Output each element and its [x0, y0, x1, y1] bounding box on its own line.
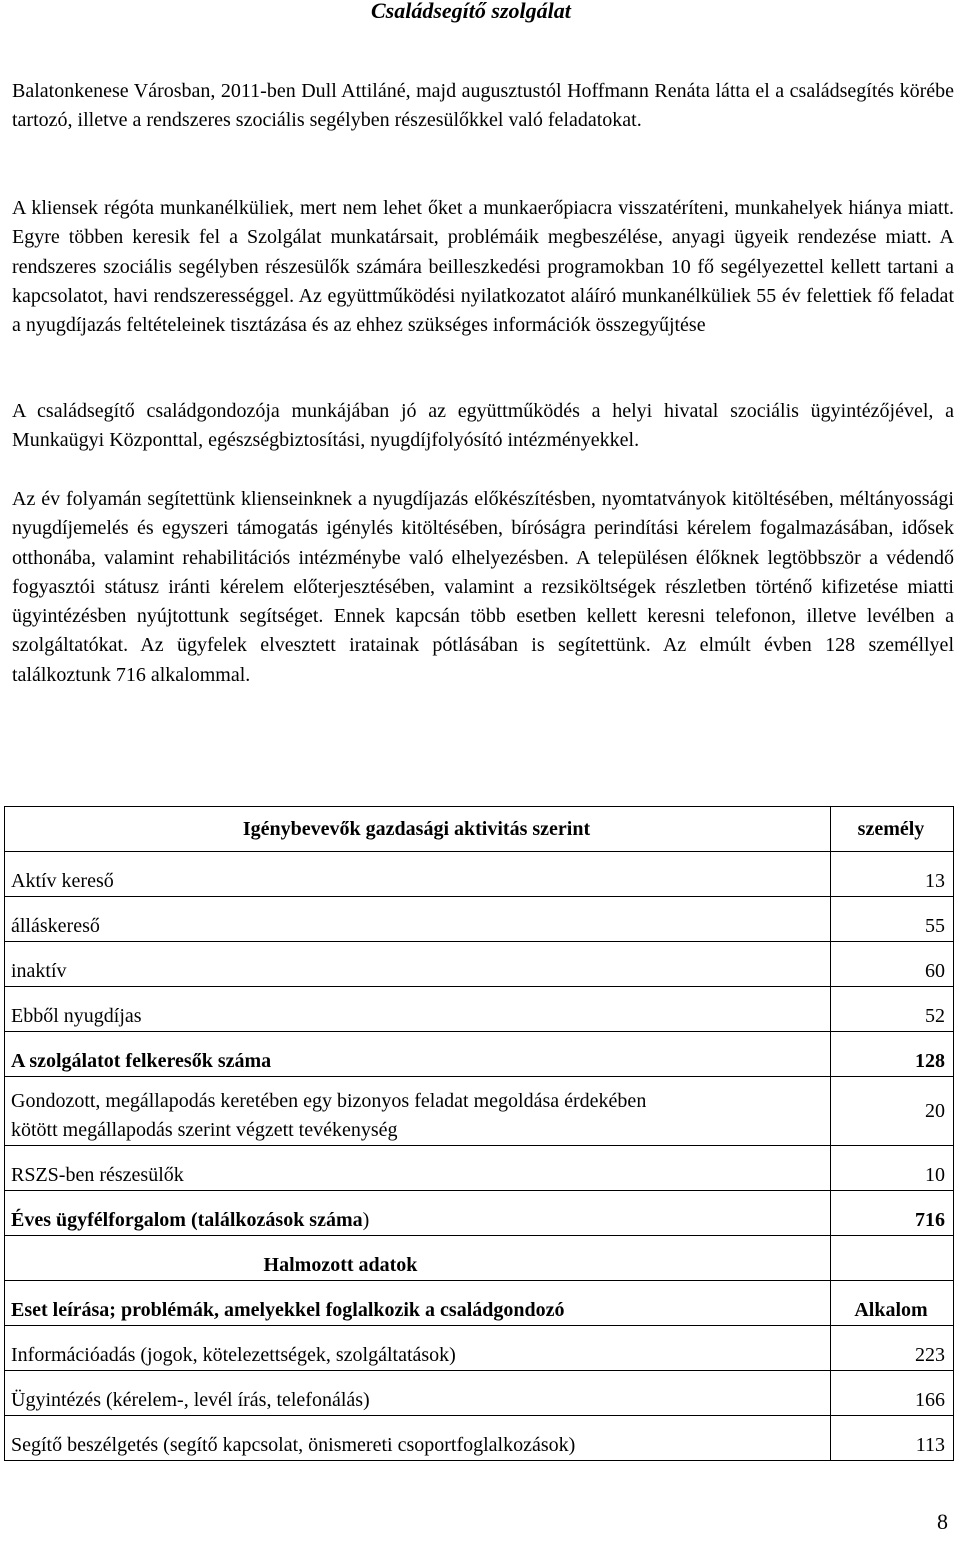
- paragraph-activities: Az év folyamán segítettünk klienseinknek a nyugdíjazás előkészítésben, nyomtatványok kitöltésében, méltányossági nyugdíjemelés és egyszeri támogatás igénylés kitöltésében, bíróságra perindítási kérelem fogalmazásában, idősek otthonába, valamint rehabilitációs intézménybe való elhelyezésben. A településen élőknek legtöbbször a védendő fogyasztói státusz iránti kérelem előterjesztésében, valamint a rezsiköltségek részletben történő kifizetése miatti ügyintézésben nyújtottunk segítséget. Ennek kapcsán több esetben kellett keresni telefonon, illetve levélben a szolgáltatókat. Az ügyfelek elvesztett iratainak pótlásában is segítettünk. Az elmúlt évben 128 személlyel találkoztunk 716 alkalommal.: [12, 488, 954, 686]
- row-value: 55: [831, 897, 954, 942]
- table-row: [5, 1326, 954, 1371]
- row-label: Segítő beszélgetés (segítő kapcsolat, önismereti csoportfoglalkozások): [5, 1416, 831, 1461]
- row-label-suffix: ): [362, 1209, 370, 1231]
- page-number: 8: [937, 1509, 948, 1534]
- table-row: [5, 897, 954, 942]
- table-row: [5, 1416, 954, 1461]
- table-row: [5, 852, 954, 897]
- row-value: 223: [831, 1326, 954, 1371]
- row-label: A szolgálatot felkeresők száma: [5, 1032, 831, 1077]
- table-row: [5, 987, 954, 1032]
- row-value: 113: [831, 1416, 954, 1461]
- table-header-value: személy: [831, 807, 954, 852]
- row-label: Aktív kereső: [5, 852, 831, 897]
- table-row-total: [5, 1032, 954, 1077]
- row-label: inaktív: [5, 942, 831, 987]
- paragraph-clients: A kliensek régóta munkanélküliek, mert nem lehet őket a munkaerőpiacra visszatéríteni, munkahelyek hiánya miatt. Egyre többen keresik fel a Szolgálat munkatársait, problémáik megbeszélése, anyagi ügyeik rendezése miatt. A rendszeres szociális segélyben részesülők számára beilleszkedési programokban 10 fő segélyezettel kellett tartani a kapcsolatot, havi rendszerességgel. Az együttműködési nyilatkozatot aláíró munkanélküliek 55 év felettiek fő feladat a nyugdíjazás feltételeinek tisztázása és az ehhez szükséges információk összegyűjtése: [12, 197, 954, 337]
- section-title-empty-cell: [831, 1236, 954, 1281]
- row-value: 60: [831, 942, 954, 987]
- row-label: Gondozott, megállapodás keretében egy bizonyos feladat megoldása érdekében kötött megállapodás szerint végzett tevékenység: [5, 1077, 831, 1146]
- paragraph-intro: Balatonkenese Városban, 2011-ben Dull Attiláné, majd augusztustól Hoffmann Renáta látta el a családsegítés körébe tartozó, illetve a rendszeres szociális segélyben részesülőkkel való feladatokat.: [12, 80, 954, 132]
- table-row-annual: [5, 1191, 954, 1236]
- table-row: [5, 1146, 954, 1191]
- table-row: [5, 1371, 954, 1416]
- section-title: Halmozott adatok: [5, 1236, 831, 1281]
- row-value: 10: [831, 1146, 954, 1191]
- row-label-cell: [5, 1191, 831, 1236]
- row-label: Információadás (jogok, kötelezettségek, szolgáltatások): [5, 1326, 831, 1371]
- table-row: [5, 1077, 954, 1146]
- cases-header-row: [5, 1281, 954, 1326]
- row-value: 20: [831, 1077, 954, 1146]
- row-label: Ügyintézés (kérelem-, levél írás, telefonálás): [5, 1371, 831, 1416]
- table-header-row: [5, 807, 954, 852]
- statistics-table: [4, 806, 954, 1461]
- row-value: 166: [831, 1371, 954, 1416]
- page-title: Családsegítő szolgálat: [371, 0, 571, 23]
- row-value: 52: [831, 987, 954, 1032]
- row-label: Ebből nyugdíjas: [5, 987, 831, 1032]
- row-value: 128: [831, 1032, 954, 1077]
- paragraph-cooperation: A családsegítő családgondozója munkájában jó az együttműködés a helyi hivatal szociális ügyintézőjével, a Munkaügyi Központtal, egészségbiztosítási, nyugdíjfolyósító intézményekkel.: [12, 400, 954, 452]
- section-title-row: [5, 1236, 954, 1281]
- row-label: RSZS-ben részesülők: [5, 1146, 831, 1191]
- cases-header-value: Alkalom: [831, 1281, 954, 1326]
- table-row: [5, 942, 954, 987]
- row-label: Éves ügyfélforgalom (találkozások száma: [11, 1209, 363, 1231]
- row-label: álláskereső: [5, 897, 831, 942]
- row-value: 13: [831, 852, 954, 897]
- row-value: 716: [831, 1191, 954, 1236]
- cases-header-label: Eset leírása; problémák, amelyekkel foglalkozik a családgondozó: [5, 1281, 831, 1326]
- table-header-label: Igénybevevők gazdasági aktivitás szerint: [5, 807, 831, 852]
